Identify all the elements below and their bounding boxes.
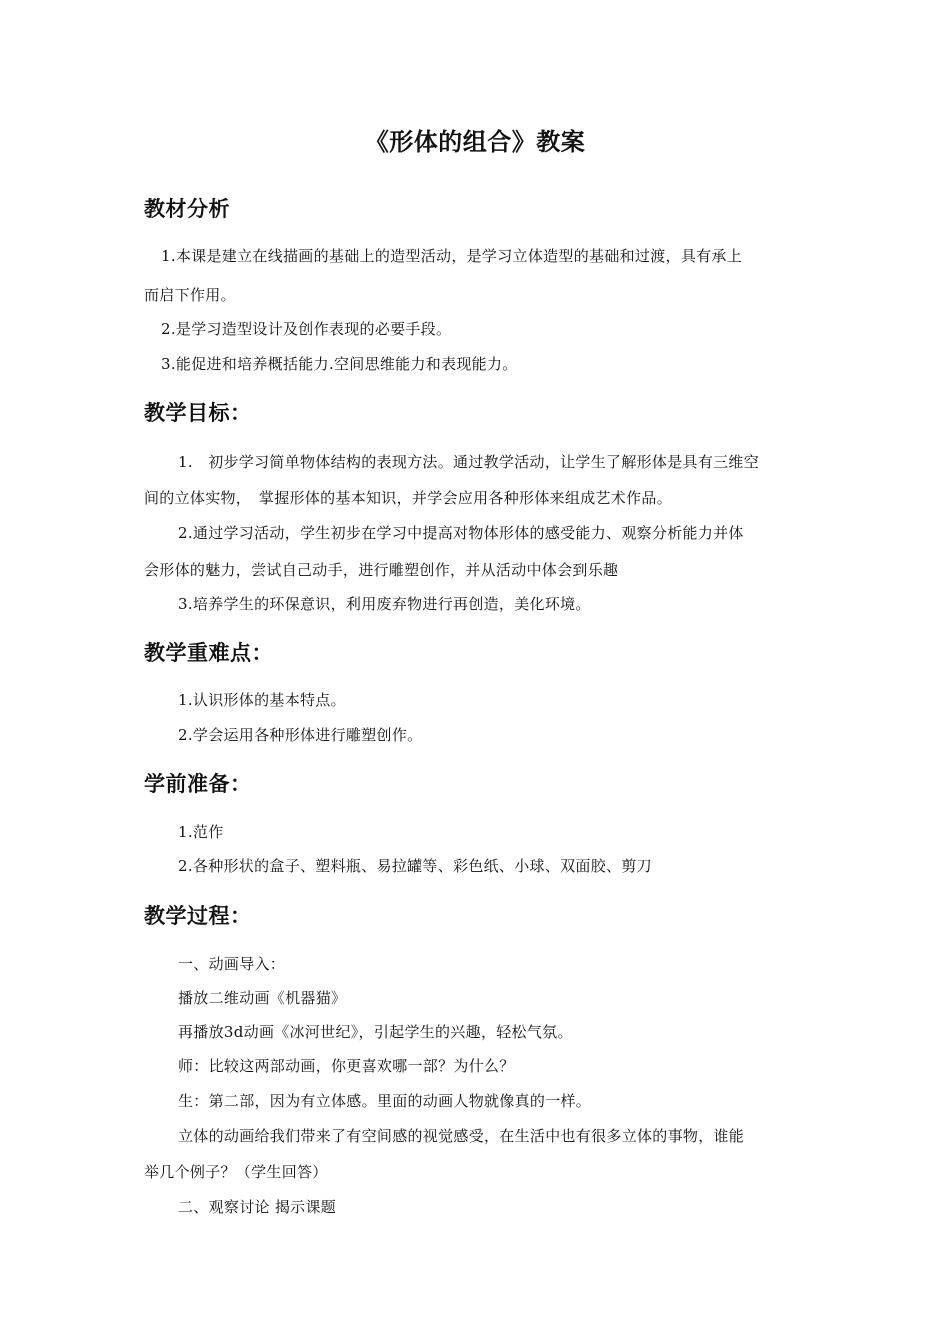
paragraph-line: 2.各种形状的盒子、塑料瓶、易拉罐等、彩色纸、小球、双面胶、剪刀 [178, 857, 652, 875]
paragraph-line: 二、观察讨论 揭示课题 [178, 1198, 337, 1216]
paragraph-line: 1.范作 [178, 823, 224, 841]
paragraph-line: 一、动画导入： [178, 955, 286, 973]
paragraph-line: 3.能促进和培养概括能力.空间思维能力和表现能力。 [161, 355, 518, 373]
paragraph-line: 1. 初步学习简单物体结构的表现方法。通过教学活动，让学生了解形体是具有三维空 [178, 453, 760, 471]
section-heading-goals: 教学目标： [144, 401, 252, 425]
paragraph-line: 2.是学习造型设计及创作表现的必要手段。 [161, 320, 452, 338]
section-heading-preparation: 学前准备： [144, 772, 252, 796]
paragraph-line: 1.认识形体的基本特点。 [178, 691, 346, 709]
document-title: 《形体的组合》教案 [364, 128, 586, 156]
section-heading-analysis: 教材分析 [144, 197, 230, 221]
paragraph-line: 2.学会运用各种形体进行雕塑创作。 [178, 726, 423, 744]
section-heading-key-points: 教学重难点： [144, 641, 273, 665]
paragraph-line: 会形体的魅力，尝试自己动手，进行雕塑创作，并从活动中体会到乐趣 [144, 561, 619, 579]
paragraph-line: 举几个例子？（学生回答） [144, 1163, 328, 1181]
paragraph-line: 再播放3d动画《冰河世纪》，引起学生的兴趣，轻松气氛。 [178, 1023, 573, 1041]
paragraph-line: 播放二维动画《机器猫》 [178, 989, 347, 1007]
paragraph-line: 师：比较这两部动画，你更喜欢哪一部？为什么？ [178, 1057, 515, 1075]
paragraph-line: 间的立体实物， 掌握形体的基本知识，并学会应用各种形体来组成艺术作品。 [144, 489, 673, 507]
paragraph-line: 3.培养学生的环保意识，利用废弃物进行再创造，美化环境。 [178, 595, 591, 613]
section-heading-process: 教学过程： [144, 904, 252, 928]
paragraph-line: 1.本课是建立在线描画的基础上的造型活动，是学习立体造型的基础和过渡，具有承上 [161, 247, 743, 265]
paragraph-line: 立体的动画给我们带来了有空间感的视觉感受，在生活中也有很多立体的事物，谁能 [178, 1127, 745, 1145]
paragraph-line: 2.通过学习活动，学生初步在学习中提高对物体形体的感受能力、观察分析能力并体 [178, 524, 744, 542]
paragraph-line: 而启下作用。 [144, 286, 236, 304]
paragraph-line: 生：第二部，因为有立体感。里面的动画人物就像真的一样。 [178, 1092, 592, 1110]
